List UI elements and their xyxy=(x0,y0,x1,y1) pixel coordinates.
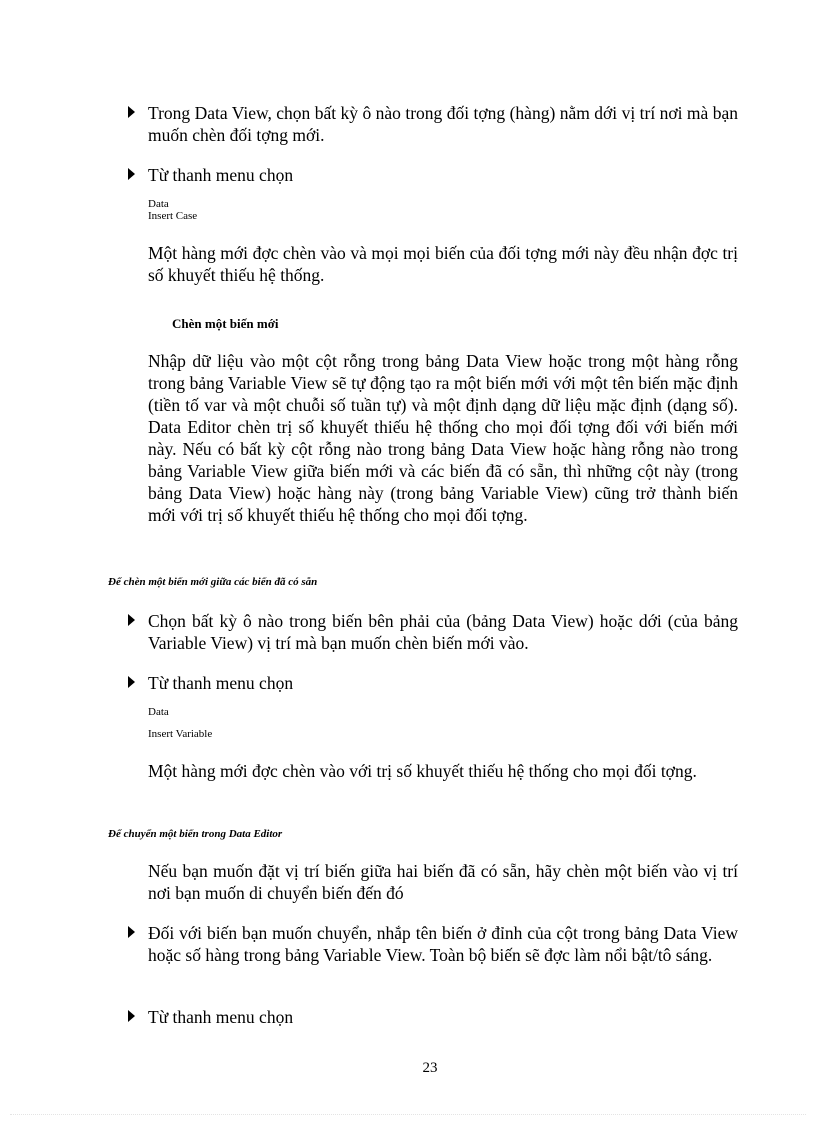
paragraph: Một hàng mới đợc chèn vào và mọi mọi biến của đối tợng mới này đều nhận đợc trị số khuyết thiếu hệ thống. xyxy=(148,243,738,285)
bullet-text: Đối với biến bạn muốn chuyển, nhắp tên biến ở đỉnh của cột trong bảng Data View hoặc số hàng trong bảng Variable View. Toàn bộ biến sẽ đợc làm nổi bật/tô sáng. xyxy=(148,923,738,965)
bullet-item-menu xyxy=(128,1006,738,1028)
bullet-arrow-icon xyxy=(128,168,135,180)
bullet-text: Trong Data View, chọn bất kỳ ô nào trong đối tợng (hàng) nằm dới vị trí nơi mà bạn muốn chèn đối tợng mới. xyxy=(148,103,738,145)
bullet-text: Từ thanh menu chọn xyxy=(148,673,294,693)
bullet-text: Từ thanh menu chọn xyxy=(148,165,294,185)
bullet-arrow-icon xyxy=(128,614,135,626)
menu-path-item: Insert Case xyxy=(148,210,198,222)
bullet-arrow-icon xyxy=(128,926,135,938)
bullet-item-menu xyxy=(128,672,738,694)
page-number: 23 xyxy=(422,1060,438,1076)
paragraph: Nếu bạn muốn đặt vị trí biến giữa hai biến đã có sẵn, hãy chèn một biến vào vị trí nơi bạn muốn di chuyển biến đến đó xyxy=(148,861,738,903)
paragraph: Một hàng mới đợc chèn vào với trị số khuyết thiếu hệ thống cho mọi đối tợng. xyxy=(148,761,697,781)
bullet-item-click-variable xyxy=(128,922,738,966)
bullet-item-menu xyxy=(128,164,738,186)
menu-path-item: Insert Variable xyxy=(148,728,213,740)
bullet-arrow-icon xyxy=(128,676,135,688)
bullet-item-select-row xyxy=(128,102,738,146)
section-heading: Để chuyển một biến trong Data Editor xyxy=(108,828,283,840)
bullet-arrow-icon xyxy=(128,106,135,118)
section-heading: Để chèn một biến mới giữa các biến đã có sẵn xyxy=(108,576,318,588)
menu-path-item: Data xyxy=(148,198,169,210)
bullet-item-select-cell xyxy=(128,610,738,654)
bullet-text: Từ thanh menu chọn xyxy=(148,1007,294,1027)
menu-path-item: Data xyxy=(148,706,169,718)
bullet-text: Chọn bất kỳ ô nào trong biến bên phải của (bảng Data View) hoặc dới (của bảng Variable View) vị trí mà bạn muốn chèn biến mới vào. xyxy=(148,611,738,653)
page-bottom-divider xyxy=(10,1114,806,1115)
section-subheading: Chèn một biến mới xyxy=(172,316,279,331)
paragraph: Nhập dữ liệu vào một cột rỗng trong bảng Data View hoặc trong một hàng rỗng trong bảng Variable View sẽ tự động tạo ra một biến mới với một tên biến mặc định (tiền tố var và một chuỗi số tuần tự) và một định dạng dữ liệu mặc định (dạng số). Data Editor chèn trị số khuyết thiếu hệ thống cho mọi đối tợng đối với biến mới này. Nếu có bất kỳ cột rỗng nào trong bảng Data View hoặc hàng rỗng nào trong bảng Variable View giữa biến mới và các biến đã có sẵn, thì những cột này (trong bảng Data View) hoặc hàng này (trong bảng Variable View) cũng trở thành biến mới với trị số khuyết thiếu hệ thống cho mọi đối tợng. xyxy=(148,351,738,525)
bullet-arrow-icon xyxy=(128,1010,135,1022)
